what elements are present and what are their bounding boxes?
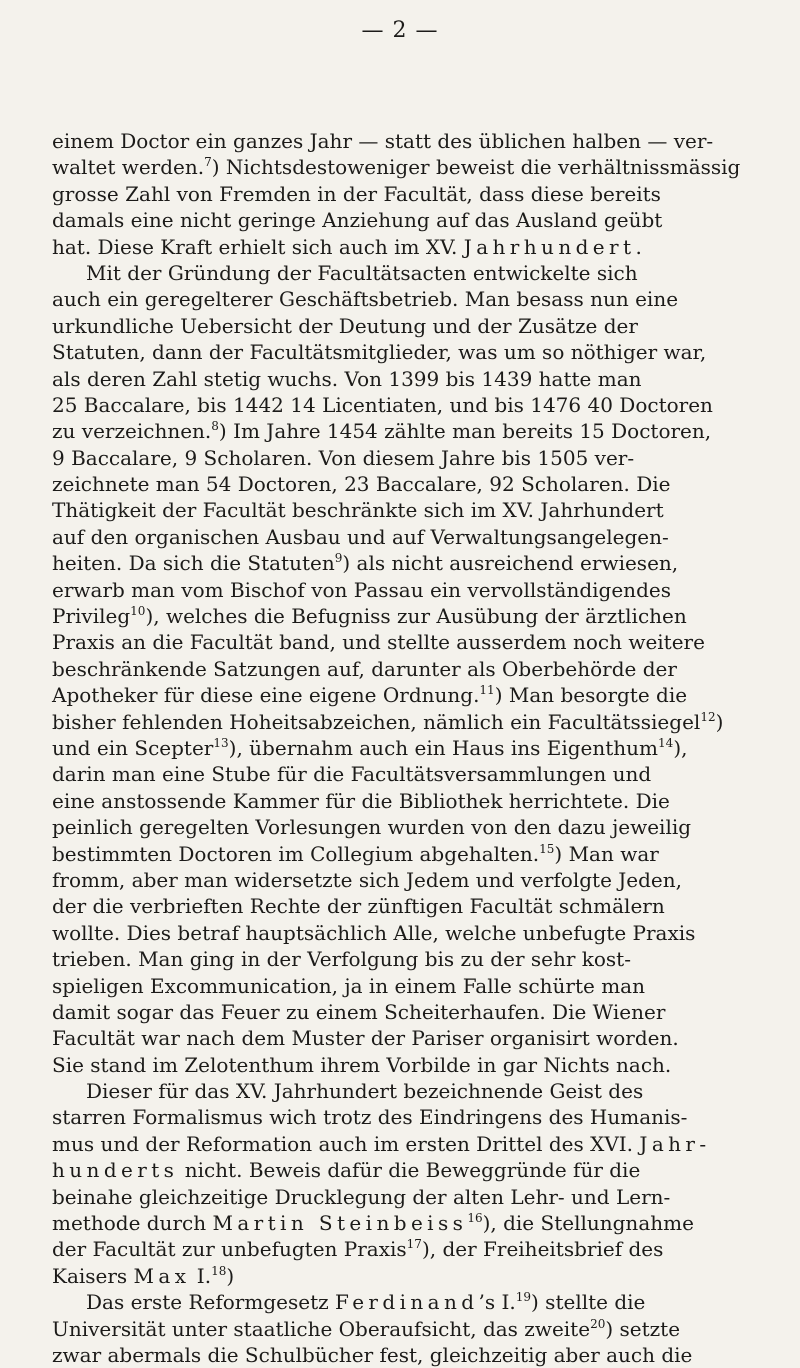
- text-line: eine anstossende Kammer für die Bibliothek herrichtete. Die: [52, 788, 670, 813]
- footnote-ref[interactable]: 15: [539, 841, 555, 856]
- text-line: Mit der Gründung der Facultätsacten entwickelte sich: [86, 260, 638, 285]
- page-number: — 2 —: [361, 18, 439, 43]
- text-line: der Facultät zur unbefugten Praxis$^{17}$), der Freiheitsbrief des: [52, 1237, 664, 1262]
- footnote-ref[interactable]: 14: [658, 735, 674, 750]
- text-line: und ein Scepter$^{13}$), übernahm auch ein Haus ins Eigenthum$^{14}$),: [52, 735, 688, 760]
- text-line: beschränkende Satzungen auf, darunter als Oberbehörde der: [52, 656, 677, 681]
- text-line: auf den organischen Ausbau und auf Verwaltungsangelegen-: [52, 524, 669, 549]
- footnote-ref[interactable]: 17: [406, 1237, 422, 1252]
- text-line: erwarb man vom Bischof von Passau ein vervollständigendes: [52, 577, 671, 602]
- text-line: Privileg$^{10}$), welches die Befugniss zur Ausübung der ärztlichen: [52, 604, 687, 629]
- text-line: 9 Baccalare, 9 Scholaren. Von diesem Jahre bis 1505 ver-: [52, 445, 635, 470]
- body-text: [52, 128, 770, 1368]
- text-line: starren Formalismus wich trotz des Eindringens des Humanis-: [52, 1105, 688, 1130]
- footnote-ref[interactable]: 7: [204, 155, 212, 170]
- text-line: mus und der Reformation auch im ersten Drittel des XVI. Jahr-: [52, 1131, 711, 1156]
- footnote-ref[interactable]: 18: [211, 1263, 227, 1278]
- text-line: Apotheker für diese eine eigene Ordnung.$^{11}$) Man besorgte die: [52, 683, 688, 708]
- text-line: bisher fehlenden Hoheitsabzeichen, nämlich ein Facultätssiegel$^{12}$): [52, 709, 724, 734]
- footnote-ref[interactable]: 10: [130, 604, 146, 619]
- footnote-ref[interactable]: 12: [700, 709, 716, 724]
- text-line: zeichnete man 54 Doctoren, 23 Baccalare, 92 Scholaren. Die: [52, 472, 671, 497]
- text-line: spieligen Excommunication, ja in einem Falle schürte man: [52, 973, 645, 998]
- text-line: Dieser für das XV. Jahrhundert bezeichnende Geist des: [86, 1079, 644, 1104]
- text-line: damals eine nicht geringe Anziehung auf das Ausland geübt: [52, 208, 663, 233]
- text-line: Facultät war nach dem Muster der Pariser organisirt worden.: [52, 1026, 679, 1051]
- text-line: bestimmten Doctoren im Collegium abgehalten.$^{15}$) Man war: [52, 841, 659, 866]
- text-line: Praxis an die Facultät band, und stellte ausserdem noch weitere: [52, 630, 705, 655]
- text-line: waltet werden.$^7$) Nichtsdestoweniger beweist die verhältnissmässig: [52, 155, 741, 180]
- text-line: Das erste Reformgesetz Ferdinand’s I.$^{19}$) stellte die: [86, 1290, 646, 1315]
- text-line: der die verbrieften Rechte der zünftigen Facultät schmälern: [52, 894, 665, 919]
- text-line: zwar abermals die Schulbücher fest, gleichzeitig aber auch die: [52, 1342, 693, 1367]
- text-line: beinahe gleichzeitige Drucklegung der alten Lehr- und Lern-: [52, 1184, 671, 1209]
- footnote-ref[interactable]: 20: [590, 1316, 606, 1331]
- text-line: urkundliche Uebersicht der Deutung und der Zusätze der: [52, 313, 638, 338]
- text-line: hat. Diese Kraft erhielt sich auch im XV. Jahrhundert.: [52, 234, 642, 259]
- text-line: methode durch Martin Steinbeiss$^{16}$), die Stellungnahme: [52, 1211, 694, 1236]
- text-line: fromm, aber man widersetzte sich Jedem und verfolgte Jeden,: [52, 867, 683, 892]
- footnote-ref[interactable]: 19: [515, 1290, 532, 1305]
- text-line: Universität unter staatliche Oberaufsicht, das zweite$^{20}$) setzte: [52, 1316, 681, 1341]
- text-line: peinlich geregelten Vorlesungen wurden von den dazu jeweilig: [52, 815, 692, 840]
- text-line: 25 Baccalare, bis 1442 14 Licentiaten, und bis 1476 40 Doctoren: [52, 392, 713, 417]
- footnote-ref[interactable]: 11: [479, 683, 495, 698]
- text-line: Thätigkeit der Facultät beschränkte sich im XV. Jahrhundert: [52, 498, 664, 523]
- text-line: trieben. Man ging in der Verfolgung bis zu der sehr kost-: [52, 947, 631, 972]
- text-line: einem Doctor ein ganzes Jahr — statt des üblichen halben — ver-: [52, 129, 714, 153]
- footnote-ref[interactable]: 16: [467, 1211, 483, 1226]
- text-line: heiten. Da sich die Statuten$^9$) als nicht ausreichend erwiesen,: [52, 551, 679, 576]
- footnote-ref[interactable]: 13: [213, 735, 229, 750]
- text-line: Kaisers Max I.$^{18}$): [52, 1263, 235, 1288]
- text-line: damit sogar das Feuer zu einem Scheiterhaufen. Die Wiener: [52, 999, 666, 1024]
- text-line: Statuten, dann der Facultätsmitglieder, was um so nöthiger war,: [52, 340, 707, 365]
- text-line: auch ein geregelterer Geschäftsbetrieb. Man besass nun eine: [52, 287, 679, 312]
- text-line: wollte. Dies betraf hauptsächlich Alle, welche unbefugte Praxis: [52, 920, 696, 945]
- footnote-ref[interactable]: 9: [334, 551, 343, 566]
- text-line: Sie stand im Zelotenthum ihrem Vorbilde in gar Nichts nach.: [52, 1052, 672, 1077]
- text-line: hunderts nicht. Beweis dafür die Beweggründe für die: [52, 1158, 641, 1183]
- text-line: darin man eine Stube für die Facultätsversammlungen und: [52, 762, 652, 787]
- footnote-ref[interactable]: 8: [211, 419, 219, 434]
- text-line: grosse Zahl von Fremden in der Facultät, dass diese bereits: [52, 181, 661, 206]
- text-line: als deren Zahl stetig wuchs. Von 1399 bis 1439 hatte man: [52, 366, 642, 391]
- text-line: zu verzeichnen.$^8$) Im Jahre 1454 zählte man bereits 15 Doctoren,: [52, 419, 712, 444]
